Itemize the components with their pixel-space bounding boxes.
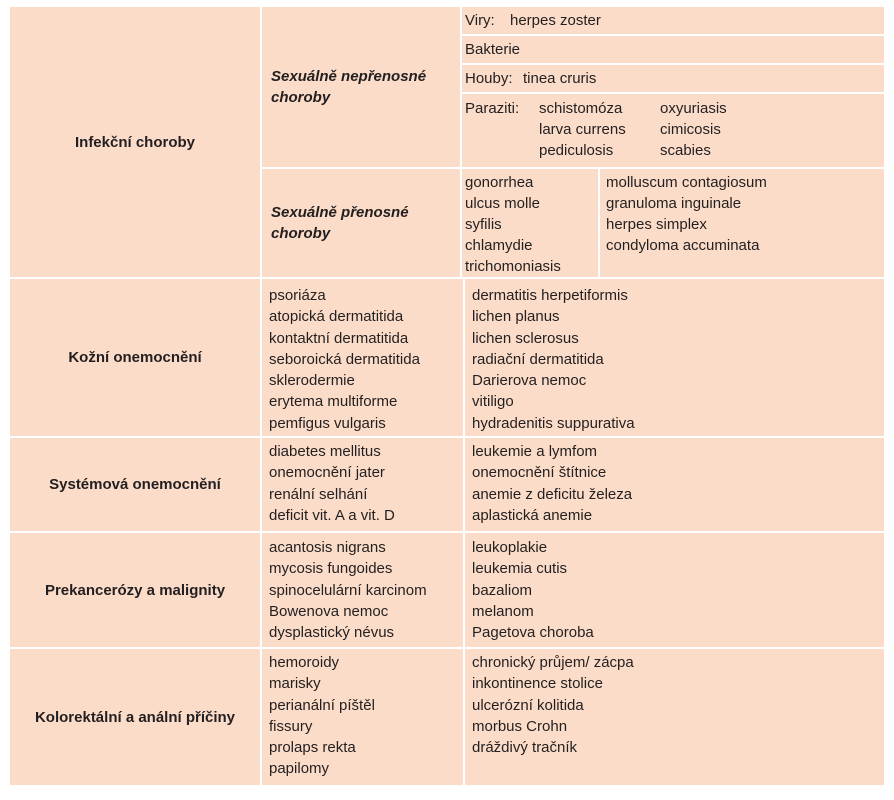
list-item: molluscum contagiosum [606,174,767,191]
list-item: lichen planus [472,308,560,326]
list-item: larva currens [539,121,626,138]
list-item: chronický průjem/ zácpa [472,654,634,671]
list-item: pemfigus vulgaris [269,414,386,432]
list-item: kontaktní dermatitida [269,329,409,347]
list-item: ulcus molle [465,195,541,212]
list-item: leukoplakie [472,539,548,556]
sexual-col1 [462,169,598,277]
fungi-label: Houby: [465,70,513,87]
list-item: perianální píštěl [269,696,375,714]
list-item: radiační dermatitida [472,350,604,368]
colorectal-col2 [465,649,884,785]
row-bacteria [462,36,884,63]
list-item: lichen sclerosus [472,329,579,347]
subcategory-sexual: Sexuálně přenosné choroby [271,204,409,242]
causes-table [10,7,884,785]
list-item: psoriáza [269,287,326,304]
skin-col1 [262,279,463,436]
category-infectious: Infekční choroby [74,133,196,151]
list-item: gonorrhea [465,174,534,191]
viruses-value: herpes zoster [510,12,601,29]
list-item: leukemie a lymfom [472,443,598,460]
category-precancer: Prekancerózy a malignity [44,581,226,599]
list-item: Darierova nemoc [472,372,587,390]
list-item: fissury [269,717,313,735]
list-item: ulcerózní kolitida [472,696,584,714]
list-item: atopická dermatitida [269,308,404,326]
list-item: sklerodermie [269,372,355,390]
list-item: bazaliom [472,581,533,599]
list-item: seboroická dermatitida [269,350,420,368]
colorectal-list-2 [472,652,634,758]
sexual-col2 [600,169,884,277]
list-item: onemocnění jater [269,464,385,482]
precancer-list-1 [269,537,427,643]
list-item: leukemia cutis [472,560,568,578]
list-item: herpes simplex [606,216,707,233]
list-item: papilomy [269,760,330,778]
list-item: schistomóza [539,100,623,117]
list-item: marisky [269,675,321,693]
list-item: cimicosis [660,121,721,138]
list-item: oxyuriasis [660,100,727,117]
bacteria-label: Bakterie [465,41,521,58]
sexual-list-1 [465,172,561,277]
list-item: onemocnění štítnice [472,464,607,482]
list-item: scabies [660,142,711,159]
list-item: dysplastický névus [269,624,395,642]
list-item: acantosis nigrans [269,539,386,556]
systemic-col2 [465,438,884,531]
list-item: diabetes mellitus [269,443,381,460]
precancer-list-2 [472,537,594,643]
list-item: hydradenitis suppurativa [472,414,635,432]
list-item: melanom [472,602,534,620]
list-item: syfilis [465,216,502,233]
parasites-label: Paraziti: [465,100,520,117]
list-item: granuloma inguinale [606,195,742,212]
precancer-col2 [465,533,884,647]
colorectal-col1 [262,649,463,785]
parasites-col1 [539,98,626,161]
list-item: chlamydie [465,237,533,254]
skin-list-1 [269,285,420,434]
list-item: hemoroidy [269,654,340,671]
list-item: morbus Crohn [472,717,568,735]
sexual-list-2 [606,172,767,256]
list-item: prolaps rekta [269,739,356,757]
viruses-label: Viry: [465,12,495,29]
list-item: aplastická anemie [472,506,593,524]
list-item: inkontinence stolice [472,675,603,693]
list-item: Pagetova choroba [472,624,594,642]
list-item: renální selhání [269,485,368,503]
list-item: mycosis fungoides [269,560,393,578]
category-systemic: Systémová onemocnění [49,476,221,493]
row-viruses [462,7,884,34]
list-item: deficit vit. A a vit. D [269,506,395,524]
category-skin: Kožní onemocnění [68,349,202,366]
list-item: trichomoniasis [465,258,561,275]
row-parasites [462,94,884,167]
systemic-list-1 [269,441,395,526]
systemic-col1 [262,438,463,531]
colorectal-list-1 [269,652,375,780]
fungi-value: tinea cruris [523,70,597,87]
list-item: anemie z deficitu železa [472,485,633,503]
category-colorectal: Kolorektální a anální příčiny [34,708,236,726]
list-item: dráždivý tračník [472,739,578,757]
parasites-col2 [660,98,727,161]
list-item: erytema multiforme [269,393,398,411]
list-item: condyloma accuminata [606,237,760,254]
skin-col2 [465,279,884,436]
subcategory-non-sexual: Sexuálně nepřenosné choroby [271,68,427,106]
list-item: pediculosis [539,142,614,159]
list-item: Bowenova nemoc [269,602,389,620]
list-item: dermatitis herpetiformis [472,287,628,304]
list-item: spinocelulární karcinom [269,581,427,599]
skin-list-2 [472,285,635,434]
systemic-list-2 [472,441,632,526]
list-item: vitiligo [472,393,514,411]
precancer-col1 [262,533,463,647]
row-fungi [462,65,884,92]
